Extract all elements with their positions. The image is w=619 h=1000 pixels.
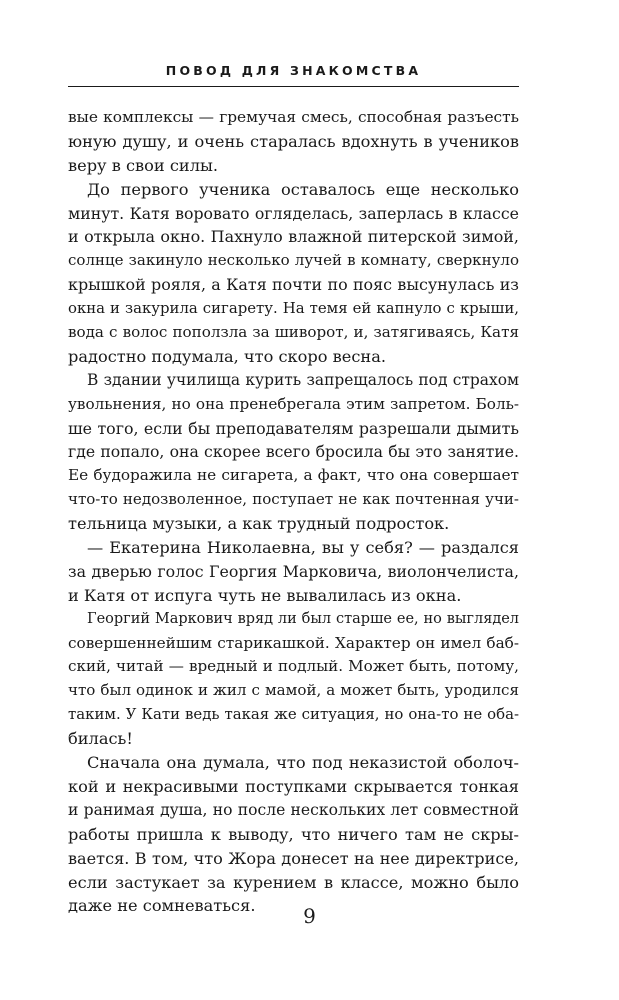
text-line: увольнения, но она пренебрегала этим запретом. Боль- — [68, 394, 519, 413]
text-line: таким. У Кати ведь такая же ситуация, но она-то не оба- — [68, 705, 519, 724]
running-head: ПОВОД ДЛЯ ЗНАКОМСТВА — [165, 63, 422, 78]
text-line: радостно подумала, что скоро весна. — [68, 346, 386, 366]
text-line: ше того, если бы преподавателям разрешали дымить — [68, 418, 519, 438]
text-line: юную душу, и очень старалась вдохнуть в учеников — [68, 131, 519, 151]
text-line: окна и закурила сигарету. На темя ей капнуло с крыши, — [68, 299, 519, 318]
text-line: вода с волос поползла за шиворот, и, затягиваясь, Катя — [68, 323, 519, 342]
text-line: билась! — [68, 729, 133, 749]
text-line: где попало, она скорее всего бросила бы это занятие. — [68, 442, 519, 462]
text-line: Ее будоражила не сигарета, а факт, что она совершает — [68, 466, 519, 485]
text-line: что был одинок и жил с мамой, а может быть, уродился — [68, 681, 519, 700]
text-line: солнце закинуло несколько лучей в комнату, сверкнуло — [68, 251, 519, 270]
text-line: работы пришла к выводу, что ничего там не скры- — [68, 824, 519, 844]
text-line: за дверью голос Георгия Марковича, виолончелиста, — [68, 561, 519, 581]
body-text — [68, 106, 519, 918]
text-line: веру в свои силы. — [68, 155, 219, 175]
text-line: ский, читай — вредный и подлый. Может быть, потому, — [68, 657, 519, 676]
text-line: вые комплексы — гремучая смесь, способная разъесть — [68, 108, 519, 126]
text-line: — Екатерина Николаевна, вы у себя? — раздался — [87, 538, 519, 558]
text-line: вается. В том, что Жора донесет на нее директрисе, — [68, 848, 519, 868]
page-number: 9 — [303, 904, 316, 928]
text-line: и открыла окно. Пахнуло влажной питерской зимой, — [68, 227, 519, 247]
text-line: если застукает за курением в классе, можно было — [68, 872, 519, 892]
text-line: что-то недозволенное, поступает не как почтенная учи- — [68, 490, 519, 509]
text-line: В здании училища курить запрещалось под страхом — [87, 370, 519, 389]
text-line: тельница музыки, а как трудный подросток. — [68, 514, 450, 534]
text-line: и ранимая душа, но после нескольких лет совместной — [68, 800, 519, 819]
text-line: даже не сомневаться. — [68, 896, 256, 916]
text-line: До первого ученика оставалось еще несколько — [87, 179, 519, 199]
text-line: Георгий Маркович вряд ли был старше ее, но выглядел — [87, 610, 519, 627]
header-rule — [68, 86, 519, 87]
text-line: крышкой рояля, а Катя почти по пояс высунулась из — [68, 275, 519, 295]
text-line: минут. Катя воровато огляделась, заперлась в классе — [68, 203, 519, 223]
text-line: Сначала она думала, что под неказистой оболоч- — [87, 753, 519, 773]
text-line: совершеннейшим старикашкой. Характер он имел баб- — [68, 633, 519, 652]
text-line: и Катя от испуга чуть не вывалилась из окна. — [68, 585, 462, 605]
text-line: кой и некрасивыми поступками скрывается тонкая — [68, 776, 519, 796]
